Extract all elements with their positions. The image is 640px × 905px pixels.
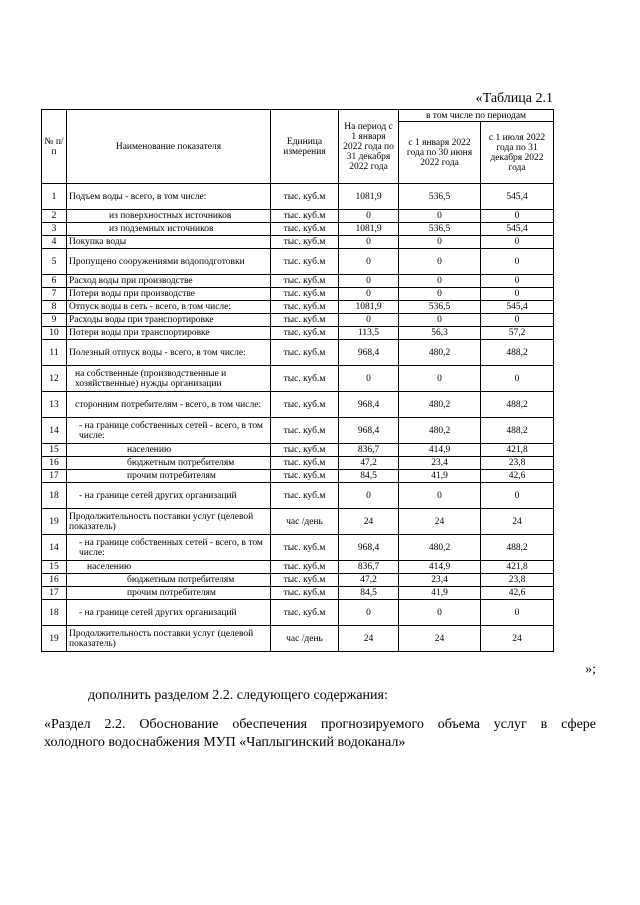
row-unit: тыс. куб.м bbox=[271, 535, 339, 561]
row-name: Расходы воды при транспортировке bbox=[67, 314, 271, 327]
row-number: 13 bbox=[42, 392, 67, 418]
row-value-second-half: 488,2 bbox=[481, 535, 554, 561]
row-value-year: 0 bbox=[339, 249, 399, 275]
table-row bbox=[42, 288, 554, 301]
row-value-first-half: 23,4 bbox=[399, 457, 481, 470]
table-row bbox=[42, 483, 554, 509]
table-row bbox=[42, 418, 554, 444]
row-unit: тыс. куб.м bbox=[271, 587, 339, 600]
row-number: 15 bbox=[42, 444, 67, 457]
row-name: на собственные (производственные и хозяйственные) нужды организации bbox=[67, 366, 271, 392]
row-number: 14 bbox=[42, 418, 67, 444]
header-second-half: с 1 июля 2022 года по 31 декабря 2022 года bbox=[481, 122, 554, 184]
table-row bbox=[42, 470, 554, 483]
table-row bbox=[42, 444, 554, 457]
row-value-second-half: 545,4 bbox=[481, 184, 554, 210]
row-name: Отпуск воды в сеть - всего, в том числе: bbox=[67, 301, 271, 314]
row-number: 14 bbox=[42, 535, 67, 561]
row-name: Потери воды при транспортировке bbox=[67, 327, 271, 340]
row-unit: тыс. куб.м bbox=[271, 301, 339, 314]
row-value-first-half: 0 bbox=[399, 275, 481, 288]
table-row bbox=[42, 236, 554, 249]
header-num: № п/п bbox=[42, 110, 67, 184]
row-number: 4 bbox=[42, 236, 67, 249]
row-number: 11 bbox=[42, 340, 67, 366]
row-value-first-half: 24 bbox=[399, 626, 481, 652]
header-period: На период с 1 января 2022 года по 31 декабря 2022 года bbox=[339, 110, 399, 184]
row-value-year: 0 bbox=[339, 600, 399, 626]
row-unit: тыс. куб.м bbox=[271, 275, 339, 288]
row-value-second-half: 57,2 bbox=[481, 327, 554, 340]
row-unit: час /день bbox=[271, 626, 339, 652]
row-value-second-half: 0 bbox=[481, 249, 554, 275]
row-value-first-half: 414,9 bbox=[399, 444, 481, 457]
row-value-second-half: 545,4 bbox=[481, 223, 554, 236]
row-name: прочим потребителям bbox=[67, 470, 271, 483]
row-value-first-half: 0 bbox=[399, 288, 481, 301]
row-unit: тыс. куб.м bbox=[271, 184, 339, 210]
row-name: сторонним потребителям - всего, в том числе: bbox=[67, 392, 271, 418]
row-value-year: 0 bbox=[339, 210, 399, 223]
row-value-second-half: 0 bbox=[481, 366, 554, 392]
table-body bbox=[42, 184, 554, 652]
row-unit: тыс. куб.м bbox=[271, 561, 339, 574]
row-value-first-half: 0 bbox=[399, 366, 481, 392]
row-unit: тыс. куб.м bbox=[271, 392, 339, 418]
row-value-second-half: 488,2 bbox=[481, 392, 554, 418]
row-value-second-half: 0 bbox=[481, 275, 554, 288]
row-value-year: 968,4 bbox=[339, 535, 399, 561]
table-row bbox=[42, 535, 554, 561]
row-unit: тыс. куб.м bbox=[271, 340, 339, 366]
row-unit: тыс. куб.м bbox=[271, 600, 339, 626]
row-number: 12 bbox=[42, 366, 67, 392]
header-first-half: с 1 января 2022 года по 30 июня 2022 года bbox=[399, 122, 481, 184]
row-number: 5 bbox=[42, 249, 67, 275]
table-row bbox=[42, 249, 554, 275]
row-unit: тыс. куб.м bbox=[271, 288, 339, 301]
row-name: - на границе сетей других организаций bbox=[67, 600, 271, 626]
row-value-year: 0 bbox=[339, 483, 399, 509]
row-value-year: 1081,9 bbox=[339, 184, 399, 210]
row-value-second-half: 421,8 bbox=[481, 561, 554, 574]
paragraph-section-title bbox=[44, 716, 596, 752]
table-row bbox=[42, 275, 554, 288]
row-number: 6 bbox=[42, 275, 67, 288]
row-value-first-half: 480,2 bbox=[399, 418, 481, 444]
row-value-second-half: 0 bbox=[481, 288, 554, 301]
row-value-year: 836,7 bbox=[339, 561, 399, 574]
row-number: 3 bbox=[42, 223, 67, 236]
row-value-first-half: 0 bbox=[399, 600, 481, 626]
row-value-second-half: 488,2 bbox=[481, 340, 554, 366]
row-value-first-half: 24 bbox=[399, 509, 481, 535]
row-name: Подъем воды - всего, в том числе: bbox=[67, 184, 271, 210]
row-unit: час /день bbox=[271, 509, 339, 535]
row-number: 2 bbox=[42, 210, 67, 223]
row-name: из подземных источников bbox=[67, 223, 271, 236]
row-value-second-half: 0 bbox=[481, 483, 554, 509]
row-value-second-half: 23,8 bbox=[481, 457, 554, 470]
row-value-year: 968,4 bbox=[339, 392, 399, 418]
row-name: - на границе собственных сетей - всего, в том числе: bbox=[67, 535, 271, 561]
row-name: прочим потребителям bbox=[67, 587, 271, 600]
row-unit: тыс. куб.м bbox=[271, 444, 339, 457]
row-unit: тыс. куб.м bbox=[271, 327, 339, 340]
row-value-year: 84,5 bbox=[339, 470, 399, 483]
row-name: населению bbox=[67, 561, 271, 574]
table-row bbox=[42, 366, 554, 392]
row-unit: тыс. куб.м bbox=[271, 314, 339, 327]
header-subperiods: в том числе по периодам bbox=[399, 110, 554, 122]
row-value-year: 0 bbox=[339, 366, 399, 392]
row-unit: тыс. куб.м bbox=[271, 483, 339, 509]
row-value-first-half: 56,3 bbox=[399, 327, 481, 340]
row-value-second-half: 0 bbox=[481, 314, 554, 327]
table-row bbox=[42, 223, 554, 236]
row-name: Продолжительность поставки услуг (целевой показатель) bbox=[67, 509, 271, 535]
row-value-second-half: 24 bbox=[481, 626, 554, 652]
water-supply-table bbox=[41, 109, 554, 652]
row-value-second-half: 42,6 bbox=[481, 587, 554, 600]
row-value-year: 0 bbox=[339, 275, 399, 288]
row-value-first-half: 536,5 bbox=[399, 223, 481, 236]
table-row bbox=[42, 327, 554, 340]
row-number: 8 bbox=[42, 301, 67, 314]
closing-mark: »; bbox=[585, 662, 596, 677]
row-value-first-half: 536,5 bbox=[399, 184, 481, 210]
row-value-first-half: 0 bbox=[399, 483, 481, 509]
row-number: 18 bbox=[42, 600, 67, 626]
row-number: 10 bbox=[42, 327, 67, 340]
row-unit: тыс. куб.м bbox=[271, 457, 339, 470]
row-number: 1 bbox=[42, 184, 67, 210]
row-value-year: 0 bbox=[339, 236, 399, 249]
table-row bbox=[42, 600, 554, 626]
row-value-year: 0 bbox=[339, 288, 399, 301]
section-title-line1: «Раздел 2.2. Обоснование обеспечения прогнозируемого объема услуг в сфере bbox=[44, 717, 596, 732]
row-value-second-half: 545,4 bbox=[481, 301, 554, 314]
row-value-year: 84,5 bbox=[339, 587, 399, 600]
row-value-year: 968,4 bbox=[339, 340, 399, 366]
row-value-first-half: 41,9 bbox=[399, 470, 481, 483]
row-value-first-half: 0 bbox=[399, 314, 481, 327]
row-name: Потери воды при производстве bbox=[67, 288, 271, 301]
row-value-year: 1081,9 bbox=[339, 301, 399, 314]
table-row bbox=[42, 314, 554, 327]
row-value-second-half: 24 bbox=[481, 509, 554, 535]
row-value-first-half: 0 bbox=[399, 210, 481, 223]
row-number: 17 bbox=[42, 587, 67, 600]
row-name: Продолжительность поставки услуг (целевой показатель) bbox=[67, 626, 271, 652]
row-value-first-half: 536,5 bbox=[399, 301, 481, 314]
row-value-first-half: 0 bbox=[399, 249, 481, 275]
row-unit: тыс. куб.м bbox=[271, 470, 339, 483]
row-name: Полезный отпуск воды - всего, в том числе: bbox=[67, 340, 271, 366]
row-name: Покупка воды bbox=[67, 236, 271, 249]
row-value-year: 47,2 bbox=[339, 574, 399, 587]
row-unit: тыс. куб.м bbox=[271, 210, 339, 223]
row-value-first-half: 480,2 bbox=[399, 340, 481, 366]
header-name: Наименование показателя bbox=[67, 110, 271, 184]
table-row bbox=[42, 574, 554, 587]
row-value-second-half: 0 bbox=[481, 236, 554, 249]
paragraph-add-section: дополнить разделом 2.2. следующего содержания: bbox=[88, 688, 388, 703]
row-unit: тыс. куб.м bbox=[271, 574, 339, 587]
table-row bbox=[42, 509, 554, 535]
row-number: 18 bbox=[42, 483, 67, 509]
row-number: 16 bbox=[42, 574, 67, 587]
table-row bbox=[42, 301, 554, 314]
row-number: 7 bbox=[42, 288, 67, 301]
row-number: 15 bbox=[42, 561, 67, 574]
row-name: населению bbox=[67, 444, 271, 457]
row-name: из поверхностных источников bbox=[67, 210, 271, 223]
row-value-first-half: 414,9 bbox=[399, 561, 481, 574]
row-value-first-half: 0 bbox=[399, 236, 481, 249]
row-value-year: 113,5 bbox=[339, 327, 399, 340]
table-caption: «Таблица 2.1 bbox=[475, 91, 553, 106]
table-row bbox=[42, 457, 554, 470]
row-value-year: 968,4 bbox=[339, 418, 399, 444]
row-value-year: 1081,9 bbox=[339, 223, 399, 236]
row-value-year: 24 bbox=[339, 509, 399, 535]
row-value-first-half: 23,4 bbox=[399, 574, 481, 587]
row-unit: тыс. куб.м bbox=[271, 418, 339, 444]
row-value-second-half: 0 bbox=[481, 600, 554, 626]
row-name: - на границе сетей других организаций bbox=[67, 483, 271, 509]
row-unit: тыс. куб.м bbox=[271, 249, 339, 275]
header-unit: Единица измерения bbox=[271, 110, 339, 184]
table-row bbox=[42, 587, 554, 600]
row-number: 17 bbox=[42, 470, 67, 483]
row-unit: тыс. куб.м bbox=[271, 236, 339, 249]
row-value-year: 24 bbox=[339, 626, 399, 652]
row-name: - на границе собственных сетей - всего, в том числе: bbox=[67, 418, 271, 444]
row-value-year: 47,2 bbox=[339, 457, 399, 470]
row-number: 9 bbox=[42, 314, 67, 327]
row-number: 16 bbox=[42, 457, 67, 470]
table-row bbox=[42, 392, 554, 418]
row-value-second-half: 488,2 bbox=[481, 418, 554, 444]
row-value-year: 836,7 bbox=[339, 444, 399, 457]
table-row bbox=[42, 561, 554, 574]
row-value-first-half: 480,2 bbox=[399, 392, 481, 418]
row-name: Расход воды при производстве bbox=[67, 275, 271, 288]
row-value-second-half: 0 bbox=[481, 210, 554, 223]
row-value-first-half: 41,9 bbox=[399, 587, 481, 600]
row-name: Пропущено сооружениями водоподготовки bbox=[67, 249, 271, 275]
row-unit: тыс. куб.м bbox=[271, 223, 339, 236]
row-name: бюджетным потребителям bbox=[67, 457, 271, 470]
row-number: 19 bbox=[42, 626, 67, 652]
table-row bbox=[42, 184, 554, 210]
table-row bbox=[42, 626, 554, 652]
row-number: 19 bbox=[42, 509, 67, 535]
row-unit: тыс. куб.м bbox=[271, 366, 339, 392]
row-value-second-half: 23,8 bbox=[481, 574, 554, 587]
table-row bbox=[42, 210, 554, 223]
table-row bbox=[42, 340, 554, 366]
row-value-year: 0 bbox=[339, 314, 399, 327]
row-value-second-half: 42,6 bbox=[481, 470, 554, 483]
row-value-second-half: 421,8 bbox=[481, 444, 554, 457]
row-name: бюджетным потребителям bbox=[67, 574, 271, 587]
row-value-first-half: 480,2 bbox=[399, 535, 481, 561]
section-title-line2: холодного водоснабжения МУП «Чаплыгинский водоканал» bbox=[44, 735, 406, 750]
